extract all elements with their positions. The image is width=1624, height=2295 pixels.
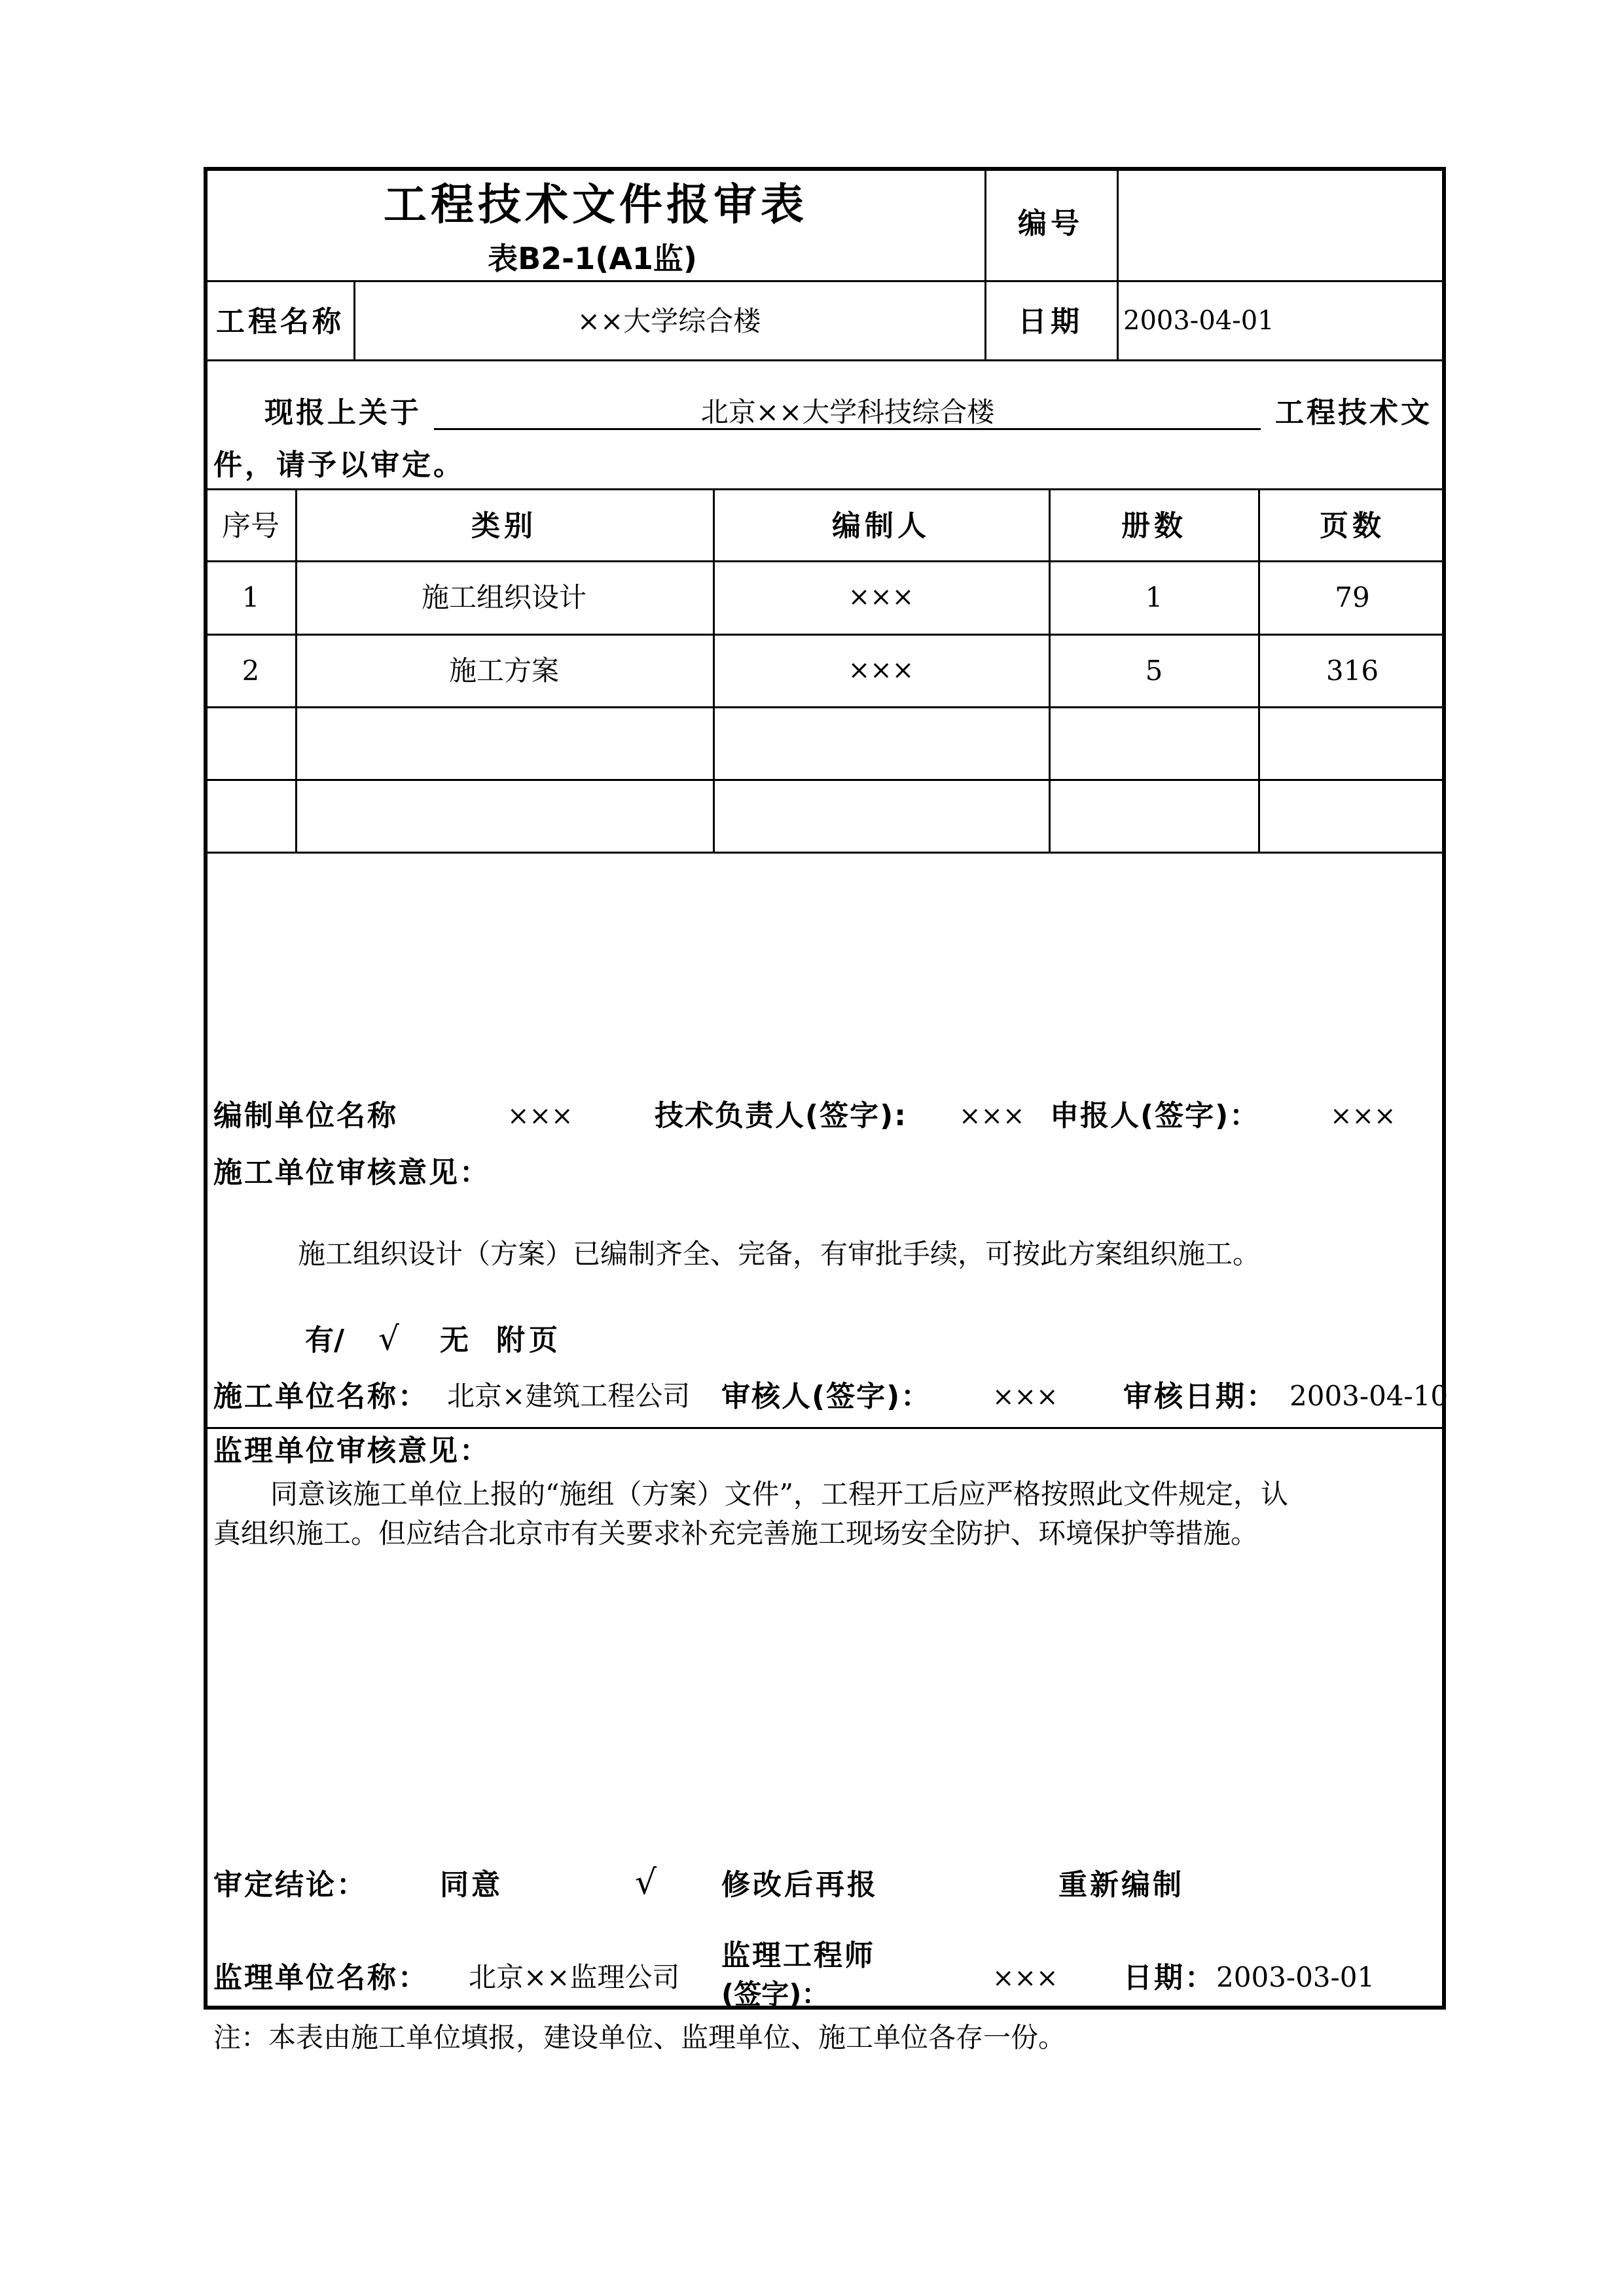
rule-header-v1 <box>984 169 986 360</box>
compile-unit-value[interactable]: ××× <box>507 1101 573 1131</box>
compile-unit-label: 编制单位名称 <box>213 1099 398 1132</box>
tech-lead-value[interactable]: ××× <box>959 1101 1025 1131</box>
table-cell: ××× <box>848 582 914 612</box>
col-header-category: 类别 <box>471 509 537 543</box>
footnote: 注：本表由施工单位填报，建设单位、监理单位、施工单位各存一份。 <box>213 2021 1066 2053</box>
conclusion-label: 审定结论： <box>213 1868 367 1902</box>
project-name-value[interactable]: ××大学综合楼 <box>577 305 761 337</box>
form-frame <box>204 167 1449 2010</box>
reviewer-value[interactable]: ××× <box>992 1382 1058 1412</box>
rule-table-v3 <box>1049 489 1051 852</box>
intro-prefix: 现报上关于 <box>264 396 422 429</box>
table-cell: 79 <box>1335 581 1370 613</box>
table-cell: 5 <box>1145 655 1163 687</box>
intro-subject[interactable]: 北京××大学科技综合楼 <box>700 396 995 428</box>
form-title: 工程技术文件报审表 <box>384 179 808 230</box>
intro-line2: 件，请予以审定。 <box>213 448 465 482</box>
table-cell: 316 <box>1326 655 1379 687</box>
attach-have: 有/ <box>305 1324 345 1357</box>
form-code: 表B2-1(A1监) <box>488 241 697 276</box>
table-cell: 1 <box>242 581 260 613</box>
supervision-unit-value[interactable]: 北京××监理公司 <box>469 1961 680 1993</box>
reviewer-label: 审核人(签字)： <box>721 1380 931 1413</box>
project-name-label: 工程名称 <box>216 305 344 338</box>
rule-project-v0 <box>353 281 355 360</box>
review-date-value[interactable]: 2003-04-10 <box>1290 1380 1449 1412</box>
table-cell: 施工组织设计 <box>421 581 587 613</box>
table-cell: 2 <box>242 655 260 687</box>
table-cell: 施工方案 <box>448 655 560 687</box>
number-label: 编号 <box>1018 207 1083 240</box>
supervision-date-value[interactable]: 2003-03-01 <box>1216 1961 1375 1993</box>
attach-none: 无 <box>440 1324 469 1357</box>
engineer-label-line1: 监理工程师 <box>721 1939 875 1972</box>
engineer-value[interactable]: ××× <box>992 1963 1058 1993</box>
rule-construction-bottom <box>206 1427 1444 1429</box>
col-header-author: 编制人 <box>832 509 930 543</box>
rule-project-bottom <box>206 359 1444 361</box>
supervision-opinion-line2: 真组织施工。但应结合北京市有关要求补充完善施工现场安全防护、环境保护等措施。 <box>213 1517 1259 1549</box>
option-agree[interactable]: 同意 <box>440 1868 503 1902</box>
option-agree-check[interactable]: √ <box>635 1863 657 1902</box>
supervision-unit-label: 监理单位名称： <box>213 1961 429 1995</box>
engineer-label-line2: (签字)： <box>721 1978 829 2010</box>
tech-lead-label: 技术负责人(签字): <box>655 1099 907 1132</box>
review-date-label: 审核日期： <box>1123 1380 1277 1413</box>
reporter-label: 申报人(签字)： <box>1050 1099 1260 1132</box>
rule-table-v2 <box>713 489 715 852</box>
rule-header-bottom <box>206 280 1444 282</box>
supervision-opinion-line1: 同意该施工单位上报的“施组（方案）文件”，工程开工后应严格按照此文件规定，认 <box>270 1478 1288 1510</box>
supervision-review-title: 监理单位审核意见： <box>213 1434 490 1468</box>
attach-label: 附页 <box>496 1324 562 1357</box>
reporter-value[interactable]: ××× <box>1330 1101 1396 1131</box>
intro-subject-underline <box>434 428 1261 430</box>
rule-header-v2 <box>1117 169 1119 360</box>
rule-table-v4 <box>1258 489 1260 852</box>
construction-review-title: 施工单位审核意见： <box>213 1156 490 1189</box>
col-header-index: 序号 <box>222 509 280 543</box>
table-cell: 1 <box>1145 581 1163 613</box>
col-header-volumes: 册数 <box>1121 509 1187 543</box>
supervision-date-label: 日期： <box>1123 1961 1216 1995</box>
date-label: 日期 <box>1018 305 1083 338</box>
col-header-pages: 页数 <box>1320 509 1385 543</box>
intro-suffix: 工程技术文 <box>1275 396 1432 429</box>
construction-unit-label: 施工单位名称： <box>213 1380 429 1413</box>
construction-review-opinion: 施工组织设计（方案）已编制齐全、完备，有审批手续，可按此方案组织施工。 <box>298 1238 1261 1270</box>
option-resubmit[interactable]: 修改后再报 <box>721 1868 878 1902</box>
option-recompile[interactable]: 重新编制 <box>1058 1868 1184 1902</box>
attach-check-mark[interactable]: √ <box>378 1320 399 1358</box>
table-cell: ××× <box>848 655 914 685</box>
construction-unit-value[interactable]: 北京×建筑工程公司 <box>447 1380 691 1412</box>
date-value[interactable]: 2003-04-01 <box>1123 306 1274 336</box>
rule-table-v1 <box>295 489 297 852</box>
